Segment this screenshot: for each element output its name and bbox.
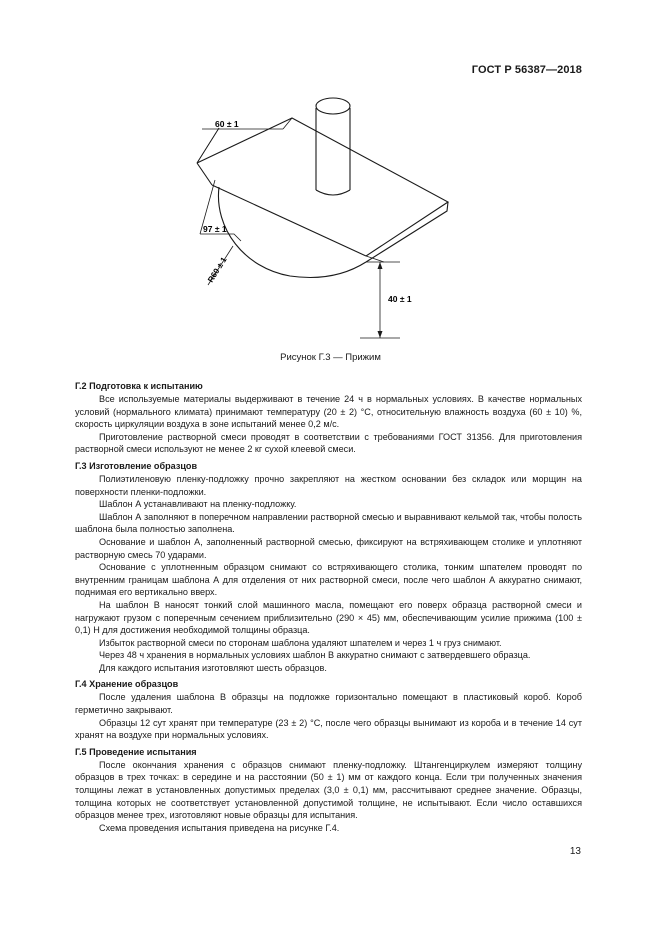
section-heading: Г.3 Изготовление образцов [75,460,198,471]
paragraph: Для каждого испытания изготовляют шесть образцов. [99,662,327,673]
cylinder [316,108,350,190]
curved-bottom [218,187,366,277]
plate-front-edge [212,185,366,256]
paragraph: Образцы 12 сут хранят при температуре (23 ± 2) °С, после чего образцы вынимают из короба и в течение 14 сут хранят на воздухе при нормальных условиях. [75,717,582,741]
paragraph: Все используемые материалы выдерживают в течение 24 ч в нормальных условиях. В качестве нормальных условий (нормального климата) принимают температуру (20 ± 2) °С, относительную влажность воздуха (60 ± 10) %, скорость циркуляции воздуха в зоне испытаний менее 0,2 м/с. [75,394,582,430]
paragraph: Избыток растворной смеси по сторонам шаблона удаляют шпателем и через 1 ч груз снимают. [99,637,502,648]
section-heading: Г.4 Хранение образцов [75,679,179,690]
paragraph: Через 48 ч хранения в нормальных условиях шаблон В аккуратно снимают с затвердевшего образца. [99,650,531,661]
paragraph: После удаления шаблона В образцы на подложке горизонтально помещают в пластиковый короб. Короб герметично закрывают. [75,692,582,716]
dim-length-label: 97 ± 1 [203,224,227,234]
paragraph: На шаблон В наносят тонкий слой машинного масла, помещают его поверх образца растворной смеси и нагружают грузом с поперечным сечением приблизительно (290 × 45) мм, обеспечивающим усилие прижима (100 ± 0,1) Н для достижения необходимой толщины образца. [75,599,582,636]
paragraph: Основание и шаблон А, заполненный растворной смесью, фиксируют на встряхивающем столике и уплотняют растворную смесь 70 ударами. [75,536,582,560]
paragraph: Приготовление растворной смеси проводят в соответствии с требованиями ГОСТ 31356. Для приготовления растворной смеси используют не менее 2 кг сухой клеевой смеси. [75,431,582,455]
document-body [75,376,582,834]
dim-radius-label: R60 ± 1 [206,255,229,285]
plate-top-edge [197,118,448,256]
press-figure [0,0,661,350]
section-heading: Г.2 Подготовка к испытанию [75,381,203,391]
dim-height-label: 40 ± 1 [388,294,412,304]
paragraph: После окончания хранения с образцов снимают пленку-подложку. Штангенциркулем измеряют толщину образцов в трех точках: в середине и на расстоянии (50 ± 1) мм от каждого конца. Если три полученных значения толщины лежат в установленных допустимых пределах (3,0 ± 0,1) мм, рассчитывают среднее значение. Образцы, толщина которых не соответствует установленной допустимой толщине, не испытывают. Если число оставшихся образцов менее трех, изготовляют новые образцы для испытания. [75,759,582,821]
page-number: 13 [569,846,581,857]
paragraph: Шаблон А заполняют в поперечном направлении растворной смесью и выравнивают кельмой так, чтобы полость шаблона была полностью заполнена. [75,511,582,535]
paragraph: Шаблон А устанавливают на пленку-подложку. [99,499,297,510]
plate-left-edge [197,163,212,185]
figure-caption: Рисунок Г.3 — Прижим [280,352,381,363]
dim-width-label: 60 ± 1 [215,119,239,129]
paragraph: Схема проведения испытания приведена на рисунке Г.4. [99,822,340,833]
paragraph: Полиэтиленовую пленку-подложку прочно закрепляют на жестком основании без складок или морщин на поверхности пленки-подложки. [75,473,582,497]
section-heading: Г.5 Проведение испытания [75,746,197,757]
cylinder-top [316,98,350,114]
plate-right-edge [366,202,448,262]
standard-number: ГОСТ Р 56387—2018 [471,64,582,76]
paragraph: Основание с уплотненным образцом снимают со встряхивающего столика, тонким шпателем проводят по внутренним границам шаблона А для отделения от них растворной смеси, после чего шаблон А аккуратно снимают, поднимая его вертикально вверх. [75,562,582,598]
